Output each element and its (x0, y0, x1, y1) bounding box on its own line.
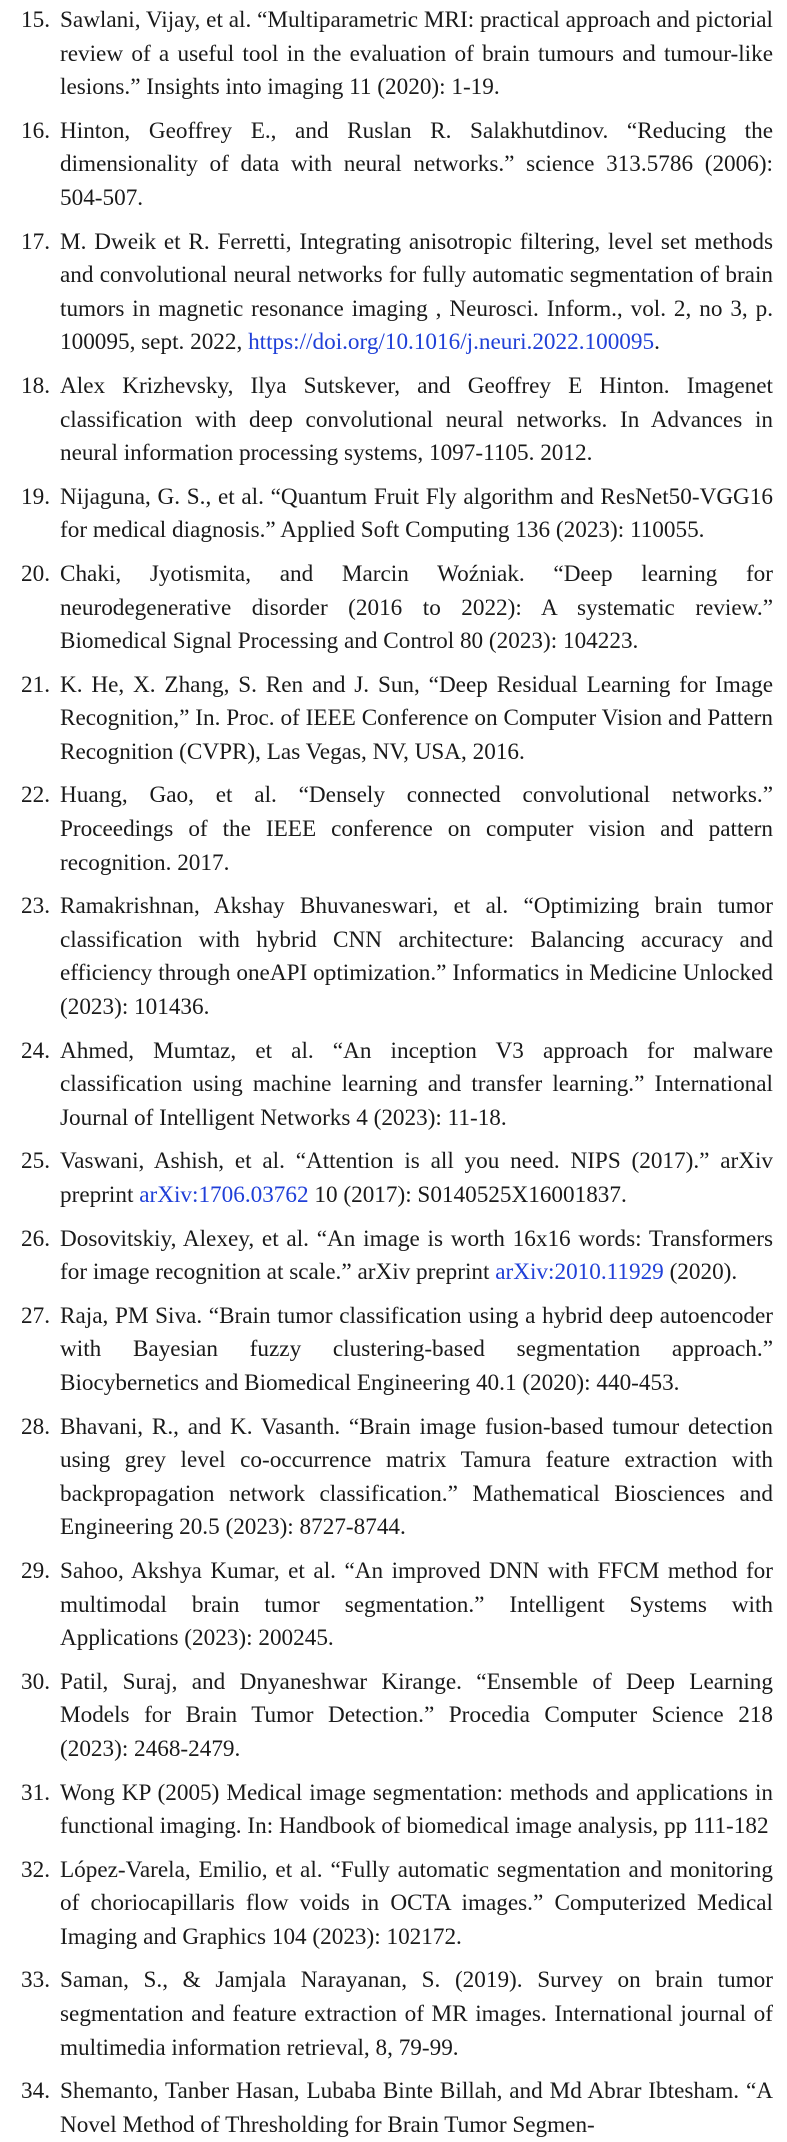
reference-item (12, 779, 773, 880)
reference-segment: Sawlani, Vijay, et al. “Multiparametric MRI: practical approach and pictorial review of a useful tool in the evaluation of brain tumours and tumour-like lesions.” Insights into imaging 11 (2020): 1-19. (60, 7, 773, 101)
reference-segment: Chaki, Jyotismita, and Marcin Woźniak. “Deep learning for neurodegenerative disorder (2016 to 2022): A systematic review.” Biomedical Signal Processing and Control 80 (2023): 104223. (60, 560, 773, 655)
reference-segment: Vaswani, Ashish, et al. “Attention is all you need. NIPS (2017).” arXiv preprint (60, 1148, 773, 1208)
reference-number: 17. (21, 228, 50, 255)
reference-item (12, 558, 773, 659)
reference-number: 24. (21, 1037, 50, 1064)
reference-text (60, 779, 773, 880)
reference-link[interactable]: arXiv:2010.11929 (495, 1259, 664, 1286)
reference-item (12, 1035, 773, 1136)
reference-item (12, 669, 773, 770)
reference-number: 26. (21, 1225, 50, 1252)
reference-number: 23. (21, 893, 50, 920)
reference-number: 16. (21, 117, 50, 144)
reference-segment: . (654, 329, 660, 356)
reference-item (12, 1854, 773, 1955)
reference-segment: K. He, X. Zhang, S. Ren and J. Sun, “Deep Residual Learning for Image Recognition,” In. Proc. of IEEE Conference on Computer Vision and Pattern Recognition (CVPR), Las Vegas, NV, USA, 2016. (60, 671, 773, 765)
reference-item (12, 1411, 773, 1545)
reference-text (60, 1964, 773, 2065)
reference-number: 27. (21, 1302, 50, 1329)
reference-text (60, 669, 773, 770)
reference-text (60, 1223, 773, 1290)
reference-segment: Huang, Gao, et al. “Densely connected convolutional networks.” Proceedings of the IEEE conference on computer vision and pattern recognition. 2017. (60, 782, 773, 876)
reference-number: 29. (21, 1557, 50, 1584)
reference-number: 31. (21, 1779, 50, 1806)
reference-item (12, 1300, 773, 1401)
reference-number: 18. (21, 372, 50, 399)
reference-item (12, 1964, 773, 2065)
reference-number: 28. (21, 1413, 50, 1440)
reference-segment: Raja, PM Siva. “Brain tumor classification using a hybrid deep autoencoder with Bayesian fuzzy clustering-based segmentation approach.” Biocybernetics and Biomedical Engineering 40.1 (2020): 440-453. (60, 1302, 773, 1396)
reference-item (12, 1666, 773, 1767)
reference-segment: Dosovitskiy, Alexey, et al. “An image is worth 16x16 words: Transformers for image recognition at scale.” arXiv preprint (60, 1225, 773, 1286)
reference-item (12, 115, 773, 216)
reference-segment: Ahmed, Mumtaz, et al. “An inception V3 approach for malware classification using machine learning and transfer learning.” International Journal of Intelligent Networks 4 (2023): 11-18. (60, 1037, 773, 1131)
reference-link[interactable]: https://doi.org/10.1016/j.neuri.2022.100095 (248, 329, 655, 356)
reference-item (12, 370, 773, 471)
reference-segment: López-Varela, Emilio, et al. “Fully automatic segmentation and monitoring of choriocapillaris flow voids in OCTA images.” Computerized Medical Imaging and Graphics 104 (2023): 102172. (60, 1856, 773, 1950)
reference-item (12, 1777, 773, 1844)
reference-number: 25. (21, 1148, 50, 1175)
reference-text (60, 1300, 773, 1401)
reference-number: 19. (21, 483, 50, 510)
reference-link[interactable]: arXiv:1706.03762 (139, 1182, 309, 1208)
reference-text (60, 1555, 773, 1656)
reference-segment: Nijaguna, G. S., et al. “Quantum Fruit Fly algorithm and ResNet50-VGG16 for medical diagnosis.” Applied Soft Computing 136 (2023): 110055. (60, 483, 773, 544)
reference-segment: Patil, Suraj, and Dnyaneshwar Kirange. “Ensemble of Deep Learning Models for Brain Tumor Detection.” Procedia Computer Science 218 (2023): 2468-2479. (60, 1668, 773, 1762)
reference-item (12, 2075, 773, 2142)
reference-item (12, 4, 773, 105)
reference-text (60, 1777, 773, 1844)
reference-number: 15. (21, 7, 50, 33)
reference-text (60, 558, 773, 659)
reference-segment: Hinton, Geoffrey E., and Ruslan R. Salakhutdinov. “Reducing the dimensionality of data with neural networks.” science 313.5786 (2006): 504-507. (60, 117, 773, 211)
reference-text (60, 1854, 773, 1955)
reference-segment: Saman, S., & Jamjala Narayanan, S. (2019). Survey on brain tumor segmentation and feature extraction of MR images. International journal of multimedia information retrieval, 8, 79-99. (60, 1967, 773, 2061)
reference-segment: Ramakrishnan, Akshay Bhuvaneswari, et al. “Optimizing brain tumor classification with hybrid CNN architecture: Balancing accuracy and efficiency through oneAPI optimization.” Informatics in Medicine Unlocked (2023): 101436. (60, 893, 773, 1021)
reference-text (60, 4, 773, 105)
reference-segment: Sahoo, Akshya Kumar, et al. “An improved DNN with FFCM method for multimodal brain tumor segmentation.” Intelligent Systems with Applications (2023): 200245. (60, 1557, 773, 1652)
reference-number: 21. (21, 671, 50, 698)
reference-segment: Bhavani, R., and K. Vasanth. “Brain image fusion-based tumour detection using grey level co-occurrence matrix Tamura feature extraction with backpropagation network classification.” Mathematical Biosciences and Engineering 20.5 (2023): 8727-8744. (60, 1413, 773, 1541)
reference-text (60, 481, 773, 548)
reference-item (12, 1145, 773, 1212)
reference-text (60, 226, 773, 360)
reference-number: 22. (21, 782, 50, 809)
reference-text (60, 370, 773, 471)
reference-text (60, 1411, 773, 1545)
reference-text (60, 1666, 773, 1767)
reference-item (12, 890, 773, 1024)
reference-text (60, 890, 773, 1024)
reference-number: 30. (21, 1668, 50, 1695)
reference-text (60, 2075, 773, 2142)
reference-text (60, 115, 773, 216)
reference-number: 32. (21, 1856, 50, 1883)
reference-item (12, 1555, 773, 1656)
reference-text (60, 1035, 773, 1136)
reference-segment: Alex Krizhevsky, Ilya Sutskever, and Geoffrey E Hinton. Imagenet classification with deep convolutional neural networks. In Advances in neural information processing systems, 1097-1105. 2012. (60, 372, 773, 467)
reference-text (60, 1145, 773, 1212)
reference-number: 20. (21, 560, 50, 587)
reference-number: 34. (21, 2078, 50, 2105)
reference-item (12, 481, 773, 548)
reference-segment: Wong KP (2005) Medical image segmentation: methods and applications in functional imaging. In: Handbook of biomedical image analysis, pp 111-182 (60, 1779, 773, 1840)
reference-segment: M. Dweik et R. Ferretti, Integrating anisotropic filtering, level set methods and convolutional neural networks for fully automatic segmentation of brain tumors in magnetic resonance imaging , Neurosci. Inform., vol. 2, no 3, p. 100095, sept. 2022, (60, 228, 773, 356)
reference-item (12, 226, 773, 360)
reference-item (12, 1223, 773, 1290)
reference-segment: (2020). (663, 1259, 738, 1286)
reference-segment: Shemanto, Tanber Hasan, Lubaba Binte Billah, and Md Abrar Ibtesham. “A Novel Method of Thresholding for Brain Tumor Segmen- (60, 2078, 773, 2138)
reference-number: 33. (21, 1967, 50, 1994)
reference-segment: 10 (2017): S0140525X16001837. (308, 1182, 627, 1208)
